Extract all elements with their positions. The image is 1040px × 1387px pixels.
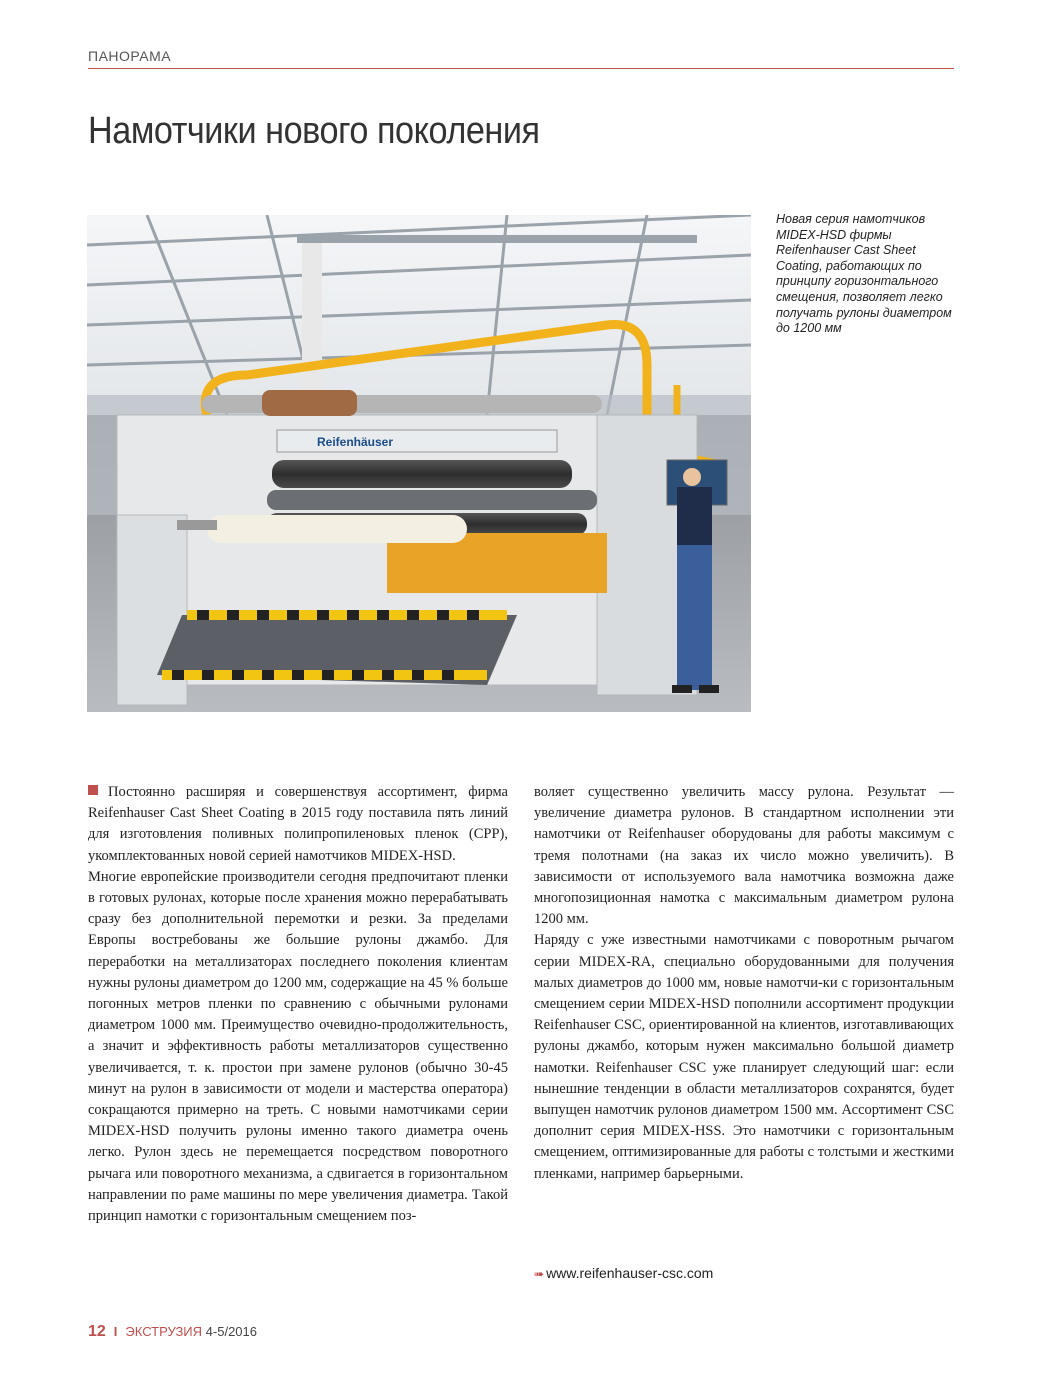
- article-paragraph: Многие европейские производители сегодня предпочитают пленки в готовых рулонах, которые после хранения можно перерабатывать сразу без дополнительной перемотки и резки. За пределами Европы востребованы же большие рулоны джамбо. Для переработки на металлизаторах последнего поколения клиентам нужны рулоны диаметром до 1200 мм, содержащие на 45 % больше погонных метров пленки по сравнению с обычными рулонами диаметром 1000 мм. Преимущество очевидно-продолжительность, а значит и эффективность работы металлизаторов существенно увеличивается, т. к. простои при замене рулонов (обычно 30-45 минут на рулон в зависимости от модели и мастерства оператора) сокращаются примерно на треть. С новыми намотчиками серии MIDEX-HSD получить рулоны именно такого диаметра очень легко. Рулон здесь не перемещается посредством поворотного рычага или поворотного механизма, а сдвигается в горизонтальном направлении по раме машины по мере увеличения диаметра. Такой принцип намотки с горизонтальным смещением поз-: [88, 868, 508, 1225]
- website-link[interactable]: [534, 1265, 713, 1281]
- paragraph-marker-icon: [88, 785, 98, 795]
- article-column-right: [534, 782, 954, 1185]
- header-rule: [88, 68, 954, 69]
- article-photo: [87, 215, 751, 712]
- page-footer: [88, 1323, 257, 1341]
- photo-caption: Новая серия намотчиков MIDEX-HSD фирмы Reifenhauser Cast Sheet Coating, работающих по принципу горизонтального смещения, позволяет легко получать рулоны диаметром до 1200 мм: [776, 212, 952, 336]
- article-paragraph: [88, 782, 508, 867]
- section-label: ПАНОРАМА: [88, 48, 172, 64]
- machine-brand-label: Reifenhäuser: [317, 435, 394, 449]
- footer-separator: I: [113, 1324, 118, 1339]
- magazine-name: ЭКСТРУЗИЯ: [125, 1324, 203, 1339]
- article-title: Намотчики нового поколения: [88, 110, 540, 152]
- issue-number: 4-5/2016: [205, 1324, 257, 1339]
- arrow-right-icon: ➠: [534, 1267, 545, 1281]
- website-text: www.reifenhauser-csc.com: [546, 1265, 714, 1281]
- article-column-left: [88, 782, 508, 1227]
- article-paragraph: Наряду с уже известными намотчиками с поворотным рычагом серии MIDEX-RA, специально оборудованными для получения малых диаметров до 1000 мм, новые намотчи-ки с горизонтальным смещением серии MIDEX-HSD пополнили ассортимент продукции Reifenhauser CSC, ориентированной на клиентов, изготавливающих рулоны джамбо, которым нужен максимально большой диаметр намотки. Reifenhauser CSC уже планирует следующий шаг: если нынешние тенденции в области металлизаторов сохранятся, будет выпущен намотчик рулонов диаметром 1500 мм. Ассортимент CSC дополнит серия MIDEX-HSS. Это намотчики с горизонтальным смещением, оптимизированные для работы с толстыми и жесткими пленками, например барьерными.: [534, 932, 954, 1182]
- article-paragraph: воляет существенно увеличить массу рулона. Результат — увеличение диаметра рулонов. В стандартном исполнении эти намотчики от Reifenhauser оборудованы для работы максимум с тремя полотнами (на заказ их число можно увеличить). В зависимости от используемого вала намотчика возможна даже многопозиционная намотка с максимальным диаметром рулона 1200 мм.: [534, 784, 954, 928]
- paragraph-text: Постоянно расширяя и совершенствуя ассортимент, фирма Reifenhauser Cast Sheet Coating в 2015 году поставила пять линий для изготовления поливных полипропиленовых пленок (CPP), укомплектованных новой серией намотчиков MIDEX-HSD.: [88, 784, 508, 864]
- page-number: 12: [88, 1323, 106, 1340]
